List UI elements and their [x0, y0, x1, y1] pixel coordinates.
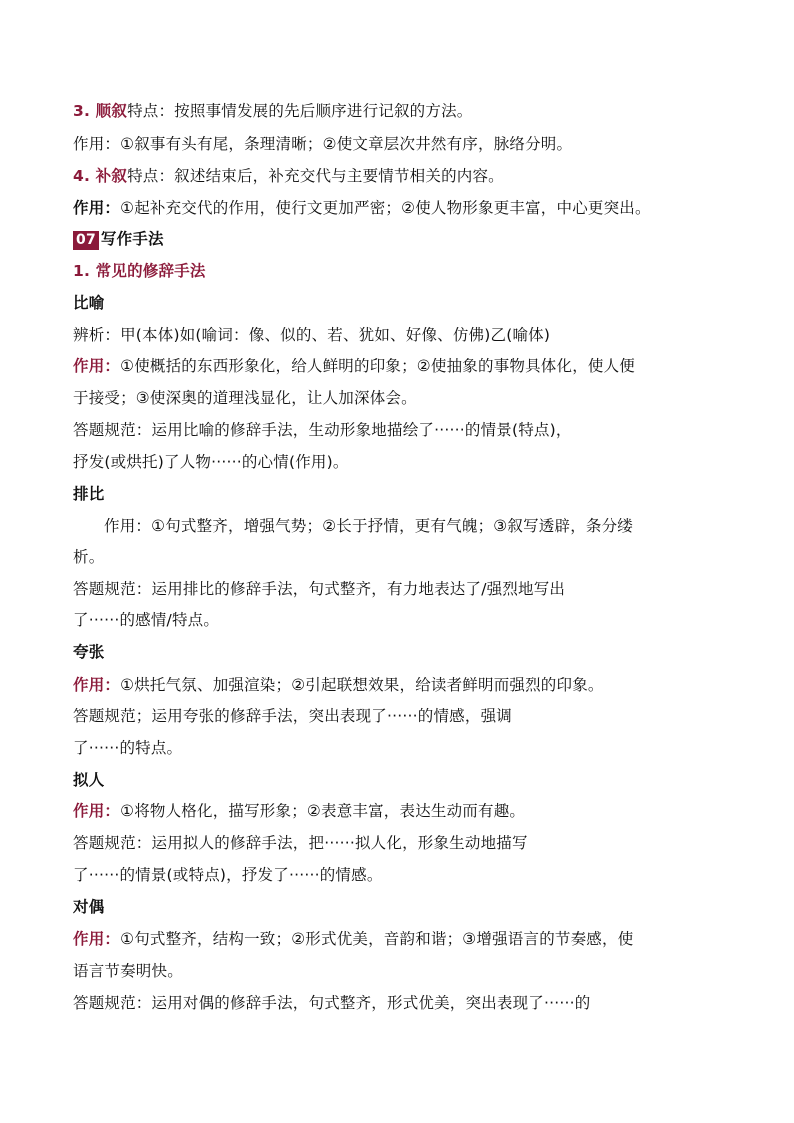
buxu-line: [73, 166, 733, 186]
section-heading: [73, 229, 733, 250]
niren-norm-line2: 了······的情景(或特点)，抒发了······的情感。: [73, 866, 383, 884]
niren-title: 拟人: [73, 771, 105, 789]
biyu-use-text: ①使概括的东西形象化，给人鲜明的印象；②使抽象的事物具体化，使人便: [120, 357, 636, 375]
biyu-use-line1: [73, 356, 733, 376]
duiou-use-line1: [73, 929, 733, 949]
niren-use-label: 作用：: [73, 802, 121, 820]
shunxu-label: 3. 顺叙: [73, 102, 128, 120]
kuazhang-norm-line1: 答题规范；运用夸张的修辞手法，突出表现了······的情感，强调: [73, 707, 512, 725]
section-title: 写作手法: [100, 230, 164, 248]
biyu-title: 比喻: [73, 294, 105, 312]
biyu-norm-line1: 答题规范：运用比喻的修辞手法，生动形象地描绘了······的情景(特点)，: [73, 421, 572, 439]
buxu-use-text: ①起补充交代的作用，使行文更加严密；②使人物形象更丰富，中心更突出。: [120, 199, 651, 217]
kuazhang-use-label: 作用：: [73, 676, 121, 694]
buxu-use-label: 作用：: [73, 199, 121, 217]
paibi-title: 排比: [73, 485, 105, 503]
kuazhang-use: [73, 675, 733, 695]
duiou-norm-line1: 答题规范：运用对偶的修辞手法，句式整齐，形式优美，突出表现了······的: [73, 994, 591, 1012]
kuazhang-title: 夸张: [73, 643, 105, 661]
buxu-text: 特点：叙述结束后，补充交代与主要情节相关的内容。: [127, 167, 504, 185]
buxu-label: 4. 补叙: [73, 167, 128, 185]
biyu-use-label: 作用：: [73, 357, 121, 375]
section-number-badge: 07: [73, 231, 99, 250]
kuazhang-norm-line2: 了······的特点。: [73, 739, 183, 757]
duiou-title: 对偶: [73, 898, 105, 916]
biyu-use-line2: 于接受；③使深奥的道理浅显化，让人加深体会。: [73, 389, 417, 407]
niren-use-text: ①将物人格化，描写形象；②表意丰富，表达生动而有趣。: [120, 802, 526, 820]
shunxu-line: [73, 101, 733, 121]
shunxu-text: 特点：按照事情发展的先后顺序进行记叙的方法。: [127, 102, 473, 120]
subsection-title: 1. 常见的修辞手法: [73, 262, 206, 280]
buxu-use-line: [73, 198, 733, 218]
paibi-use-line1: 作用：①句式整齐，增强气势；②长于抒情，更有气魄；③叙写透辟，条分缕: [104, 517, 633, 535]
niren-use: [73, 801, 733, 821]
paibi-norm-line2: 了······的感情/特点。: [73, 611, 220, 629]
paibi-use-line2: 析。: [73, 548, 105, 566]
niren-norm-line1: 答题规范：运用拟人的修辞手法，把······拟人化，形象生动地描写: [73, 834, 528, 852]
kuazhang-use-text: ①烘托气氛、加强渲染；②引起联想效果，给读者鲜明而强烈的印象。: [120, 676, 604, 694]
duiou-use-line2: 语言节奏明快。: [73, 962, 183, 980]
biyu-norm-line2: 抒发(或烘托)了人物······的心情(作用)。: [73, 453, 349, 471]
duiou-use-text: ①句式整齐，结构一致；②形式优美，音韵和谐；③增强语言的节奏感，使: [120, 930, 634, 948]
paibi-norm-line1: 答题规范：运用排比的修辞手法，句式整齐，有力地表达了/强烈地写出: [73, 580, 566, 598]
shunxu-use: 作用：①叙事有头有尾，条理清晰；②使文章层次井然有序，脉络分明。: [73, 135, 573, 153]
biyu-bianxi: 辨析：甲(本体)如(喻词：像、似的、若、犹如、好像、仿佛)乙(喻体): [73, 326, 551, 344]
duiou-use-label: 作用：: [73, 930, 121, 948]
